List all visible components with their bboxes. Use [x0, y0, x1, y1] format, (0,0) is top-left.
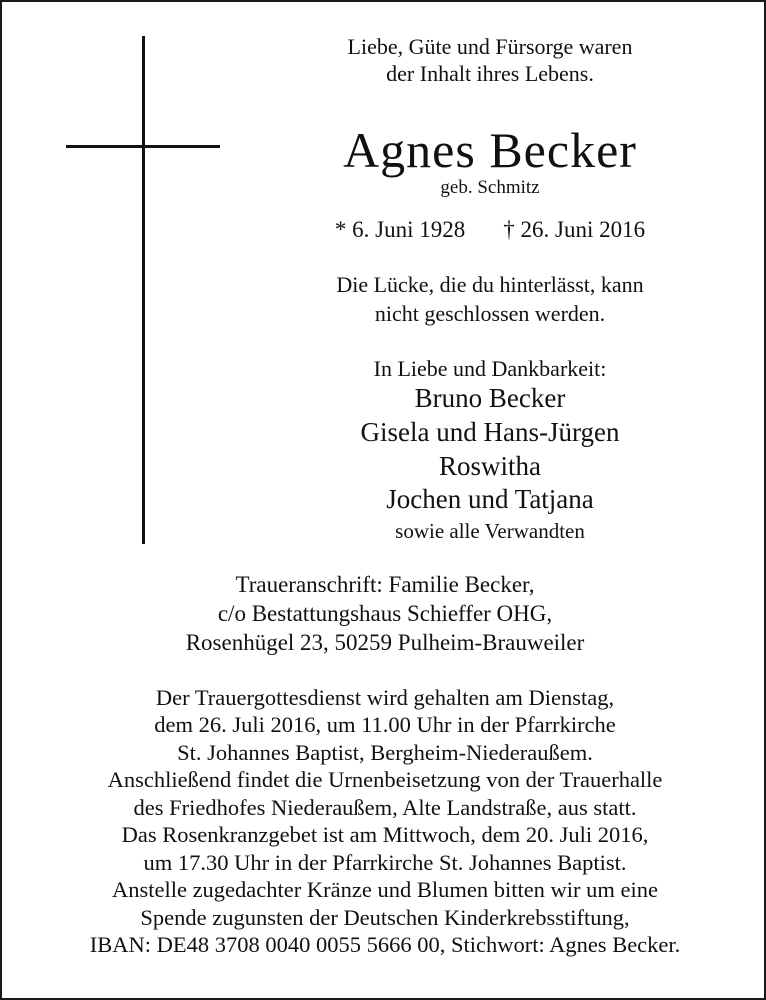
life-dates: [335, 218, 645, 241]
address-line: Traueranschrift: Familie Becker,: [235, 572, 535, 597]
mourners-heading: In Liebe und Dankbarkeit:: [373, 356, 607, 381]
service-line: IBAN: DE48 3708 0040 0055 5666 00, Stichwort: Agnes Becker.: [89, 932, 681, 957]
service-line: Spende zugunsten der Deutschen Kinderkrebsstiftung,: [140, 905, 630, 930]
mourner-name: Roswitha: [438, 451, 542, 481]
relatives-line: sowie alle Verwandten: [395, 519, 585, 543]
mourner-name: Jochen und Tatjana: [386, 484, 594, 514]
cross-vertical-bar: [142, 36, 145, 544]
service-line: Anschließend findet die Urnenbeisetzung von der Trauerhalle: [107, 767, 663, 792]
maiden-name: geb. Schmitz: [440, 177, 540, 198]
cross-icon: [64, 32, 222, 544]
service-line: Anstelle zugedachter Kränze und Blumen bitten wir um eine: [111, 877, 659, 902]
service-line: dem 26. Juli 2016, um 11.00 Uhr in der Pfarrkirche: [154, 712, 616, 737]
service-line: St. Johannes Baptist, Bergheim-Niederaußem.: [177, 740, 593, 765]
service-line: des Friedhofes Niederaußem, Alte Landstraße, aus statt.: [133, 795, 637, 820]
service-line: Der Trauergottesdienst wird gehalten am Dienstag,: [155, 685, 615, 710]
address-line: Rosenhügel 23, 50259 Pulheim-Brauweiler: [185, 630, 585, 655]
mourner-name: Gisela und Hans-Jürgen: [360, 417, 620, 447]
cross-horizontal-bar: [66, 145, 220, 148]
address-line: c/o Bestattungshaus Schieffer OHG,: [217, 601, 553, 626]
deceased-name: Agnes Becker: [343, 122, 637, 178]
quote-line: Die Lücke, die du hinterlässt, kann: [336, 272, 644, 297]
intro-line: Liebe, Güte und Fürsorge waren: [347, 34, 633, 59]
birth-date: * 6. Juni 1928: [334, 217, 466, 242]
quote-line: nicht geschlossen werden.: [374, 301, 606, 326]
intro-line: der Inhalt ihres Lebens.: [386, 61, 594, 86]
service-line: Das Rosenkranzgebet ist am Mittwoch, dem 20. Juli 2016,: [121, 822, 649, 847]
service-line: um 17.30 Uhr in der Pfarrkirche St. Johannes Baptist.: [143, 850, 627, 875]
death-date: † 26. Juni 2016: [503, 217, 646, 242]
mourner-name: Bruno Becker: [414, 383, 566, 413]
